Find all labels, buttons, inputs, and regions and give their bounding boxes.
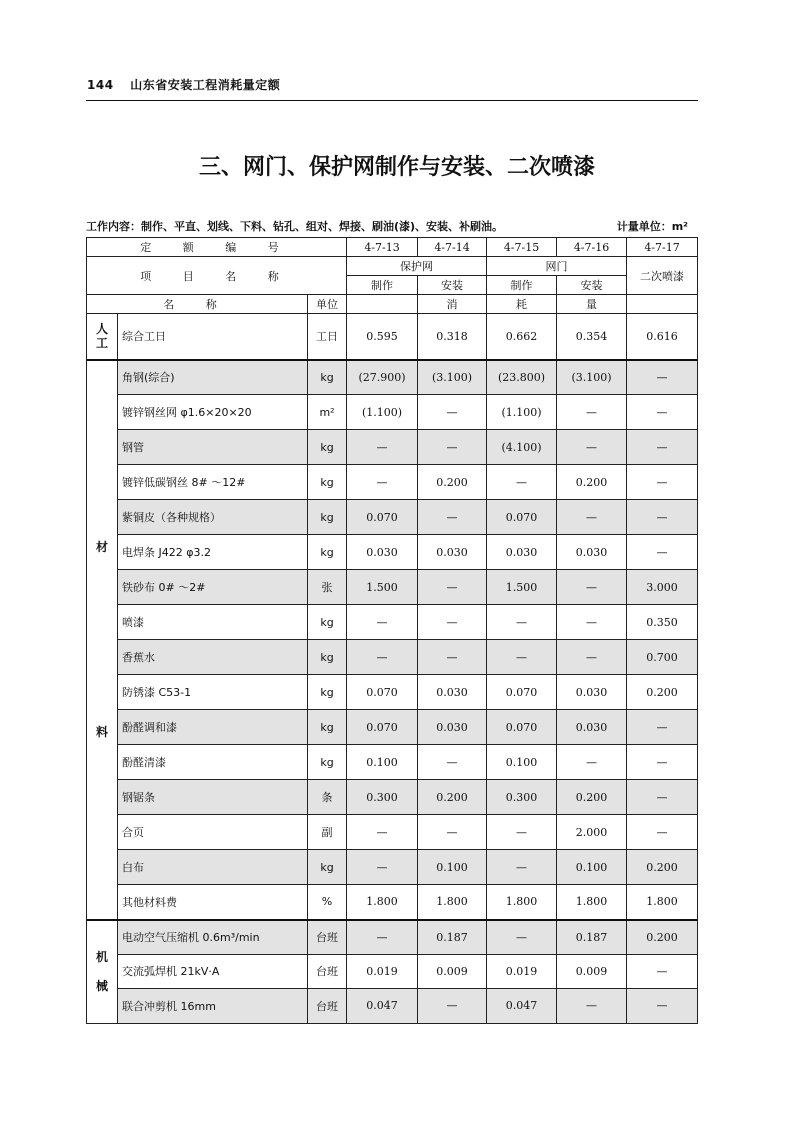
value-cell: — bbox=[627, 710, 698, 745]
item-unit: 台班 bbox=[308, 920, 347, 955]
value-cell: 0.187 bbox=[418, 920, 487, 955]
category-cell bbox=[87, 920, 118, 1024]
table-row bbox=[87, 780, 698, 815]
value-cell: 0.019 bbox=[347, 954, 418, 989]
group-net-door: 网门 bbox=[487, 257, 627, 276]
item-unit: kg bbox=[308, 605, 347, 640]
value-cell: 0.200 bbox=[557, 465, 627, 500]
running-header bbox=[87, 76, 280, 93]
table-row bbox=[87, 570, 698, 605]
value-cell: — bbox=[557, 500, 627, 535]
value-cell: — bbox=[418, 500, 487, 535]
value-cell: 0.200 bbox=[557, 780, 627, 815]
sub-make: 制作 bbox=[347, 276, 418, 295]
item-name: 防锈漆 C53-1 bbox=[118, 675, 308, 710]
item-unit: kg bbox=[308, 360, 347, 395]
value-cell: — bbox=[627, 989, 698, 1024]
value-cell: (23.800) bbox=[487, 360, 557, 395]
table-row bbox=[87, 395, 698, 430]
table-row bbox=[87, 535, 698, 570]
item-name: 紫铜皮（各种规格） bbox=[118, 500, 308, 535]
value-cell: — bbox=[627, 535, 698, 570]
item-unit: kg bbox=[308, 850, 347, 885]
table-row bbox=[87, 885, 698, 920]
value-cell: — bbox=[347, 465, 418, 500]
value-cell: 0.200 bbox=[418, 780, 487, 815]
item-unit: kg bbox=[308, 535, 347, 570]
value-cell: 0.300 bbox=[487, 780, 557, 815]
item-name: 钢锯条 bbox=[118, 780, 308, 815]
value-cell: — bbox=[627, 815, 698, 850]
value-cell: 0.030 bbox=[418, 710, 487, 745]
item-unit: m² bbox=[308, 395, 347, 430]
value-cell: 1.500 bbox=[487, 570, 557, 605]
work-content-line bbox=[86, 218, 698, 234]
value-cell: (3.100) bbox=[418, 360, 487, 395]
table-row bbox=[87, 954, 698, 989]
group-spray-paint: 二次喷漆 bbox=[627, 257, 698, 295]
value-cell: — bbox=[347, 430, 418, 465]
value-cell: 0.009 bbox=[557, 954, 627, 989]
item-name: 酚醛清漆 bbox=[118, 745, 308, 780]
value-cell: 0.100 bbox=[418, 850, 487, 885]
value-cell: — bbox=[627, 465, 698, 500]
item-name: 白布 bbox=[118, 850, 308, 885]
code-cell: 4-7-15 bbox=[487, 238, 557, 257]
category-cell bbox=[87, 360, 118, 920]
value-cell: — bbox=[557, 605, 627, 640]
value-cell: 0.700 bbox=[627, 640, 698, 675]
item-name: 其他材料费 bbox=[118, 885, 308, 920]
table-row bbox=[87, 989, 698, 1024]
sub-install: 安装 bbox=[418, 276, 487, 295]
table-row bbox=[87, 500, 698, 535]
item-unit: 台班 bbox=[308, 954, 347, 989]
item-unit: kg bbox=[308, 640, 347, 675]
value-cell: — bbox=[418, 745, 487, 780]
value-cell: 0.350 bbox=[627, 605, 698, 640]
value-cell: — bbox=[487, 850, 557, 885]
quota-code-label: 定 额 编 号 bbox=[87, 238, 347, 257]
item-name: 交流弧焊机 21kV·A bbox=[118, 954, 308, 989]
sub-install: 安装 bbox=[557, 276, 627, 295]
value-cell: 0.030 bbox=[557, 535, 627, 570]
value-cell: 0.070 bbox=[347, 500, 418, 535]
consume-label-blank bbox=[627, 295, 698, 314]
table-row bbox=[87, 605, 698, 640]
value-cell: 0.070 bbox=[487, 500, 557, 535]
value-cell: — bbox=[487, 605, 557, 640]
item-unit: kg bbox=[308, 500, 347, 535]
category-label-top: 机 bbox=[95, 950, 108, 965]
value-cell: — bbox=[557, 640, 627, 675]
category-cell bbox=[87, 314, 118, 360]
item-unit: 条 bbox=[308, 780, 347, 815]
value-cell: 0.030 bbox=[418, 675, 487, 710]
value-cell: (27.900) bbox=[347, 360, 418, 395]
item-name: 喷漆 bbox=[118, 605, 308, 640]
item-name: 镀锌低碳钢丝 8# ～12# bbox=[118, 465, 308, 500]
item-unit: kg bbox=[308, 465, 347, 500]
table-row bbox=[87, 675, 698, 710]
value-cell: 0.662 bbox=[487, 314, 557, 360]
item-name: 铁砂布 0# ～2# bbox=[118, 570, 308, 605]
value-cell: (1.100) bbox=[347, 395, 418, 430]
value-cell: — bbox=[557, 989, 627, 1024]
value-cell: 0.616 bbox=[627, 314, 698, 360]
value-cell: 0.100 bbox=[347, 745, 418, 780]
item-name: 镀锌钢丝网 φ1.6×20×20 bbox=[118, 395, 308, 430]
value-cell: (1.100) bbox=[487, 395, 557, 430]
value-cell: 0.100 bbox=[487, 745, 557, 780]
value-cell: — bbox=[418, 430, 487, 465]
section-title: 三、网门、保护网制作与安装、二次喷漆 bbox=[198, 155, 595, 180]
measure-unit: 计量单位：m² bbox=[616, 220, 688, 233]
item-name: 角钢(综合) bbox=[118, 360, 308, 395]
value-cell: 1.800 bbox=[418, 885, 487, 920]
value-cell: (3.100) bbox=[557, 360, 627, 395]
table-row bbox=[87, 465, 698, 500]
value-cell: 0.300 bbox=[347, 780, 418, 815]
item-unit: kg bbox=[308, 745, 347, 780]
value-cell: 0.318 bbox=[418, 314, 487, 360]
value-cell: 0.047 bbox=[487, 989, 557, 1024]
value-cell: — bbox=[557, 745, 627, 780]
code-cell: 4-7-16 bbox=[557, 238, 627, 257]
value-cell: 0.070 bbox=[347, 675, 418, 710]
table-row bbox=[87, 850, 698, 885]
value-cell: — bbox=[418, 640, 487, 675]
value-cell: — bbox=[347, 640, 418, 675]
item-name: 电焊条 J422 φ3.2 bbox=[118, 535, 308, 570]
value-cell: — bbox=[487, 465, 557, 500]
value-cell: 0.009 bbox=[418, 954, 487, 989]
value-cell: — bbox=[347, 815, 418, 850]
value-cell: 0.200 bbox=[418, 465, 487, 500]
value-cell: 0.030 bbox=[557, 675, 627, 710]
value-cell: (4.100) bbox=[487, 430, 557, 465]
value-cell: — bbox=[557, 395, 627, 430]
table-row bbox=[87, 430, 698, 465]
value-cell: — bbox=[557, 570, 627, 605]
value-cell: 0.030 bbox=[487, 535, 557, 570]
value-cell: 0.200 bbox=[627, 675, 698, 710]
item-name-label: 项 目 名 称 bbox=[87, 257, 347, 295]
category-label: 人工 bbox=[95, 321, 108, 351]
item-unit: 台班 bbox=[308, 989, 347, 1024]
item-unit: kg bbox=[308, 675, 347, 710]
item-unit: 工日 bbox=[308, 314, 347, 360]
value-cell: — bbox=[627, 430, 698, 465]
value-cell: 0.200 bbox=[627, 850, 698, 885]
value-cell: 1.800 bbox=[347, 885, 418, 920]
value-cell: 0.070 bbox=[347, 710, 418, 745]
value-cell: 0.047 bbox=[347, 989, 418, 1024]
value-cell: 0.030 bbox=[347, 535, 418, 570]
code-cell: 4-7-13 bbox=[347, 238, 418, 257]
value-cell: 1.800 bbox=[557, 885, 627, 920]
item-unit: kg bbox=[308, 430, 347, 465]
value-cell: — bbox=[627, 500, 698, 535]
value-cell: — bbox=[627, 745, 698, 780]
value-cell: — bbox=[418, 989, 487, 1024]
table-row bbox=[87, 640, 698, 675]
value-cell: 3.000 bbox=[627, 570, 698, 605]
sub-make: 制作 bbox=[487, 276, 557, 295]
item-name: 合页 bbox=[118, 815, 308, 850]
group-protect-net: 保护网 bbox=[347, 257, 487, 276]
value-cell: 0.019 bbox=[487, 954, 557, 989]
value-cell: — bbox=[418, 570, 487, 605]
item-unit: % bbox=[308, 885, 347, 920]
consume-label: 耗 bbox=[487, 295, 557, 314]
item-unit: 副 bbox=[308, 815, 347, 850]
item-name: 电动空气压缩机 0.6m³/min bbox=[118, 920, 308, 955]
unit-label: 单位 bbox=[308, 295, 347, 314]
value-cell: 0.070 bbox=[487, 710, 557, 745]
header-rule bbox=[86, 100, 698, 101]
item-name: 酚醛调和漆 bbox=[118, 710, 308, 745]
value-cell: — bbox=[347, 920, 418, 955]
consume-label: 量 bbox=[557, 295, 627, 314]
value-cell: — bbox=[627, 360, 698, 395]
item-unit: 张 bbox=[308, 570, 347, 605]
table-row bbox=[87, 360, 698, 395]
value-cell: — bbox=[347, 605, 418, 640]
value-cell: — bbox=[418, 605, 487, 640]
item-name: 联合冲剪机 16mm bbox=[118, 989, 308, 1024]
item-unit: kg bbox=[308, 710, 347, 745]
value-cell: 0.070 bbox=[487, 675, 557, 710]
value-cell: — bbox=[418, 815, 487, 850]
value-cell: — bbox=[487, 815, 557, 850]
value-cell: — bbox=[627, 395, 698, 430]
category-label-top: 材 bbox=[95, 540, 108, 555]
value-cell: — bbox=[487, 920, 557, 955]
value-cell: 1.500 bbox=[347, 570, 418, 605]
code-cell: 4-7-17 bbox=[627, 238, 698, 257]
code-cell: 4-7-14 bbox=[418, 238, 487, 257]
name-label: 名 称 bbox=[87, 295, 308, 314]
value-cell: — bbox=[347, 850, 418, 885]
consume-label: 消 bbox=[418, 295, 487, 314]
value-cell: 0.200 bbox=[627, 920, 698, 955]
book-title: 山东省安装工程消耗量定额 bbox=[130, 78, 281, 92]
category-label-bottom: 料 bbox=[95, 724, 108, 739]
value-cell: 0.595 bbox=[347, 314, 418, 360]
value-cell: 0.187 bbox=[557, 920, 627, 955]
table-row bbox=[87, 815, 698, 850]
item-name: 综合工日 bbox=[118, 314, 308, 360]
table-row bbox=[87, 745, 698, 780]
item-name: 香蕉水 bbox=[118, 640, 308, 675]
value-cell: 2.000 bbox=[557, 815, 627, 850]
value-cell: — bbox=[627, 954, 698, 989]
value-cell: 1.800 bbox=[627, 885, 698, 920]
value-cell: — bbox=[627, 780, 698, 815]
table-row bbox=[87, 314, 698, 360]
table-row bbox=[87, 710, 698, 745]
value-cell: — bbox=[418, 395, 487, 430]
value-cell: — bbox=[487, 640, 557, 675]
value-cell: — bbox=[557, 430, 627, 465]
item-name: 钢管 bbox=[118, 430, 308, 465]
value-cell: 0.030 bbox=[557, 710, 627, 745]
table-row bbox=[87, 920, 698, 955]
page-number: 144 bbox=[87, 78, 114, 92]
work-content: 工作内容：制作、平直、划线、下料、钻孔、组对、焊接、刷油(漆)、安装、补刷油。 bbox=[86, 220, 504, 233]
value-cell: 0.354 bbox=[557, 314, 627, 360]
value-cell: 1.800 bbox=[487, 885, 557, 920]
category-label-bottom: 械 bbox=[95, 978, 108, 993]
value-cell: 0.030 bbox=[418, 535, 487, 570]
consume-label-blank bbox=[347, 295, 418, 314]
value-cell: 0.100 bbox=[557, 850, 627, 885]
quota-table bbox=[86, 237, 698, 1024]
